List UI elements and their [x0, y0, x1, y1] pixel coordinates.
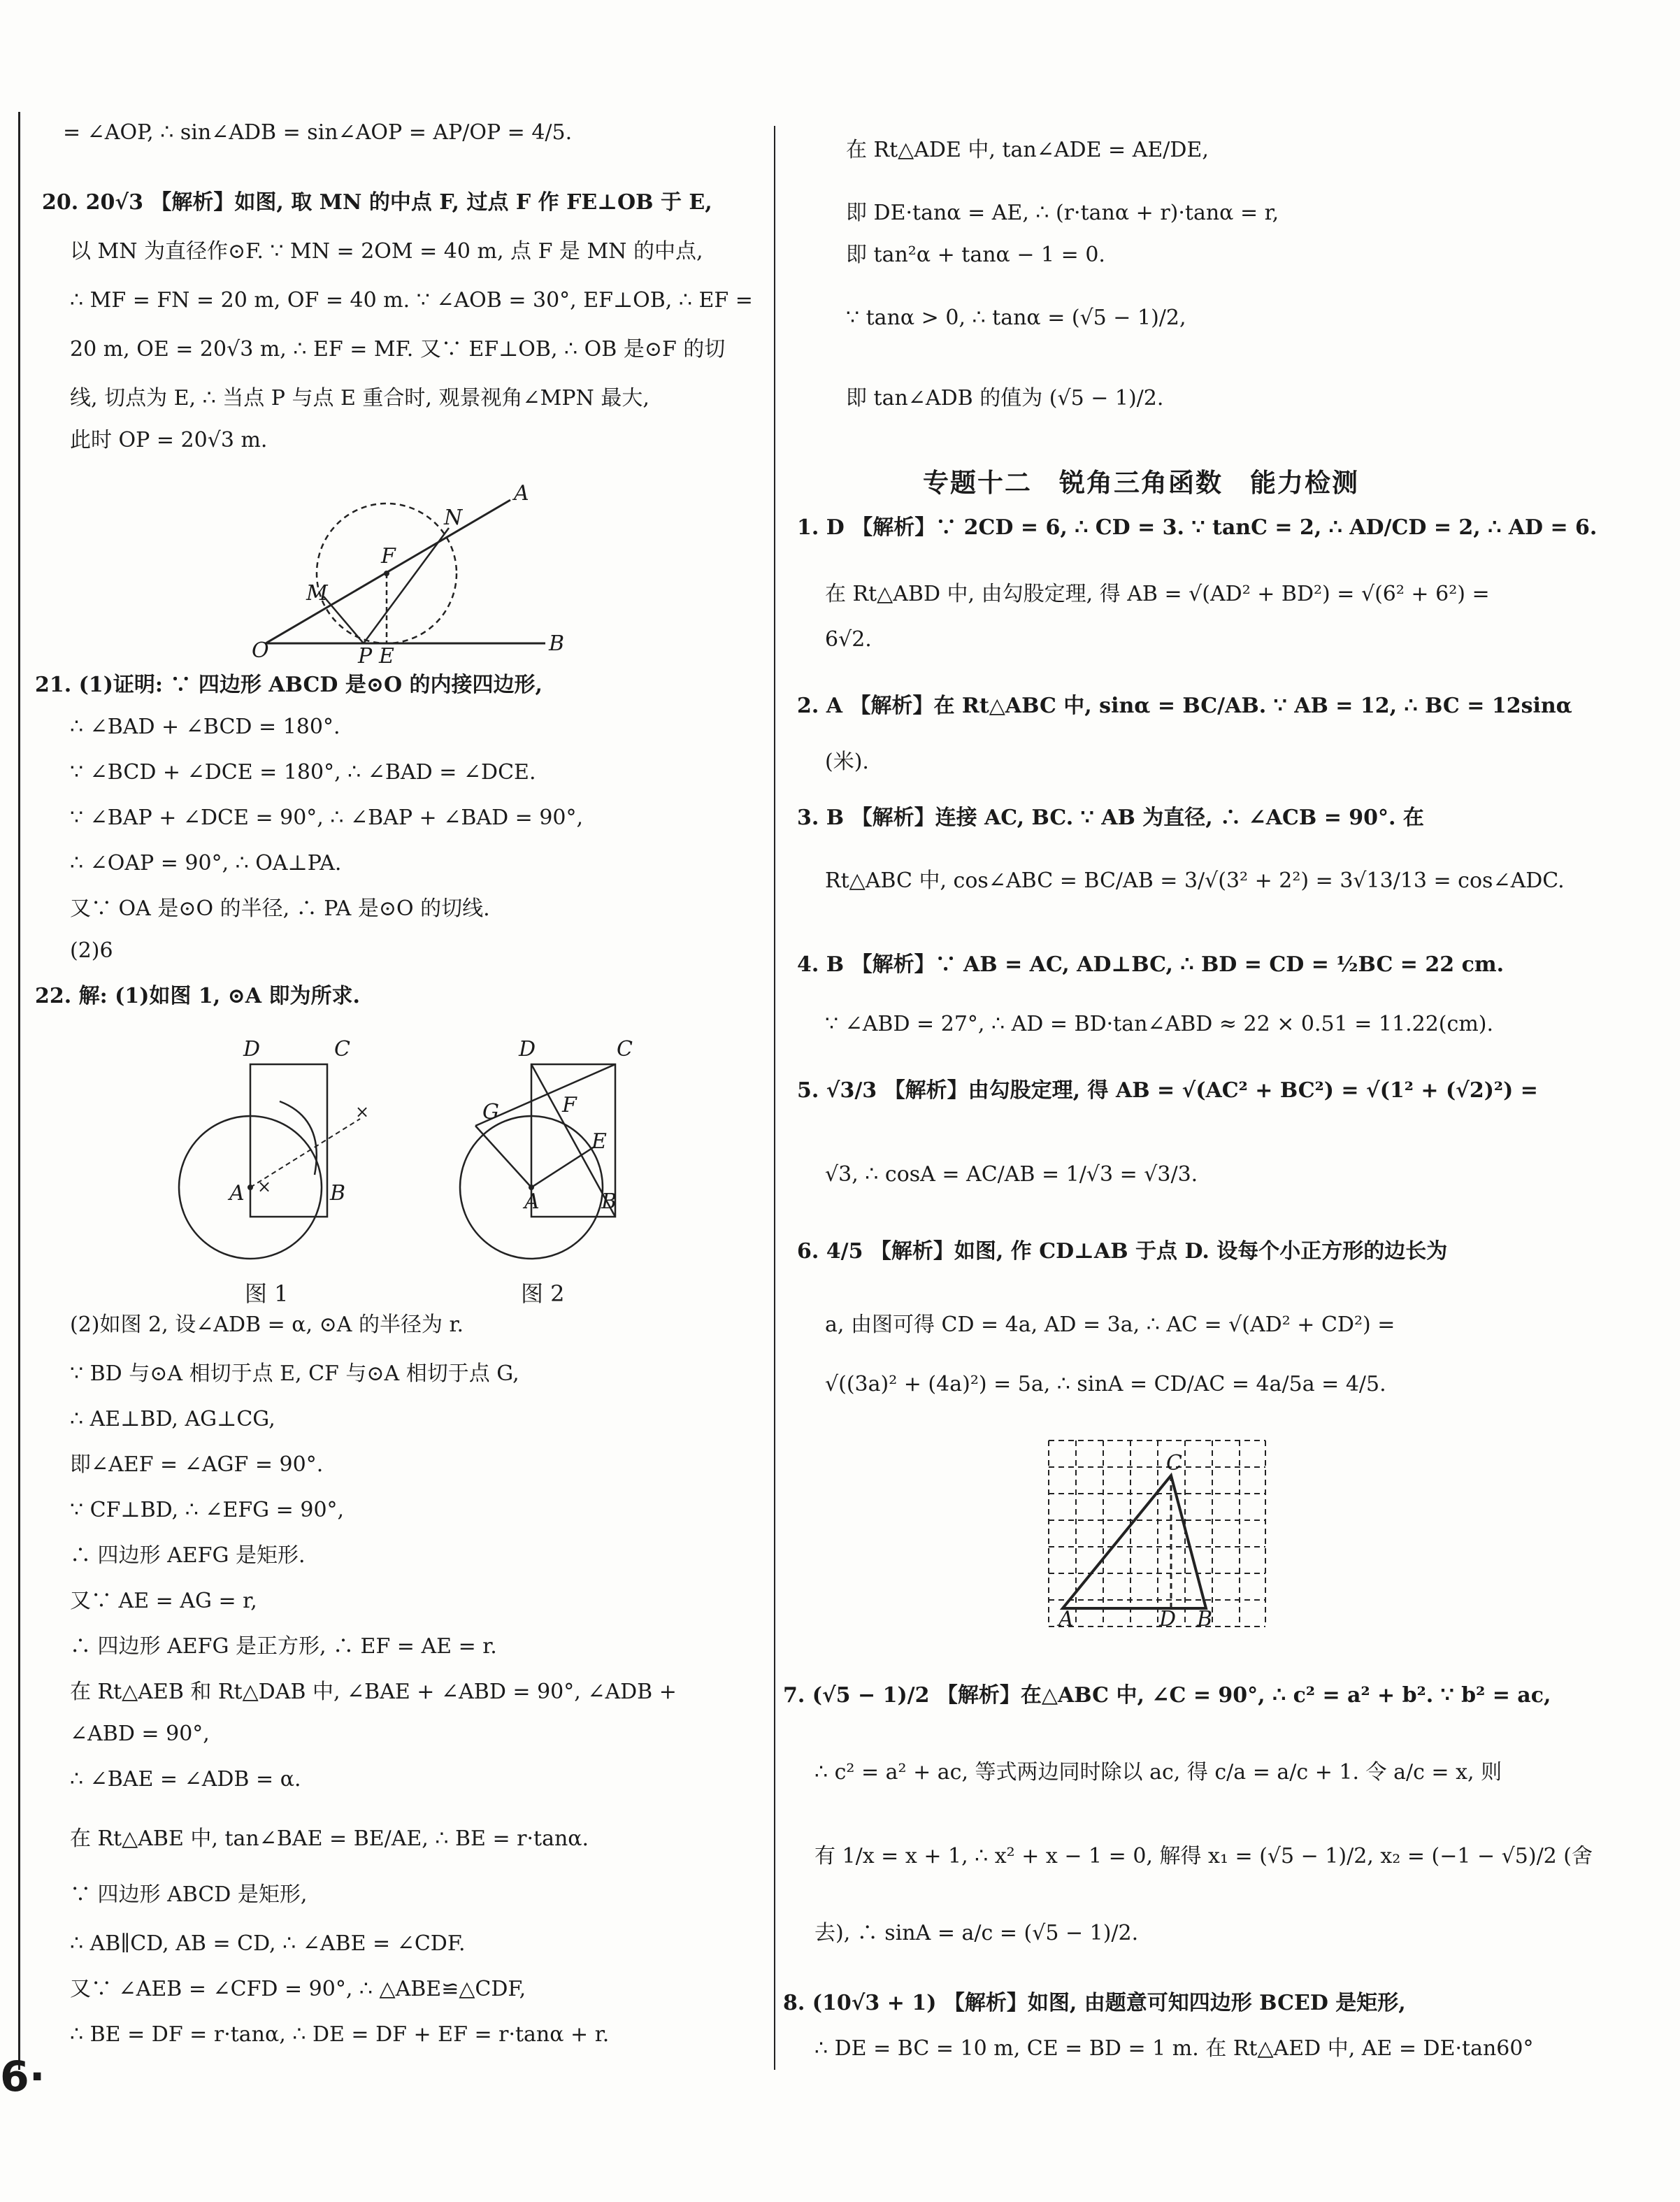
section-title: 专题十二 锐角三角函数 能力检测: [923, 468, 1359, 498]
left-text-line: (2)如图 2, 设∠ADB = α, ⊙A 的半径为 r.: [70, 1313, 464, 1337]
left-text-line: 20 m, OE = 20√3 m, ∴ EF = MF. 又∵ EF⊥OB, ∴ OB 是⊙F 的切: [70, 337, 726, 362]
right-text-line: a, 由图可得 CD = 4a, AD = 3a, ∴ AC = √(AD² + CD²) =: [825, 1313, 1395, 1337]
svg-text:B: B: [549, 631, 565, 656]
right-text-line: ∴ c² = a² + ac, 等式两边同时除以 ac, 得 c/a = a/c + 1. 令 a/c = x, 则: [814, 1760, 1502, 1785]
svg-text:F: F: [381, 544, 396, 569]
right-text-line: 3. B 【解析】连接 AC, BC. ∵ AB 为直径, ∴ ∠ACB = 90°. 在: [797, 806, 1424, 830]
right-text-line: ∴ DE = BC = 10 m, CE = BD = 1 m. 在 Rt△AED 中, AE = DE·tan60°: [814, 2036, 1534, 2061]
left-text-line: = ∠AOP, ∴ sin∠ADB = sin∠AOP = AP/OP = 4/5.: [63, 120, 573, 145]
right-text-line: 8. (10√3 + 1) 【解析】如图, 由题意可知四边形 BCED 是矩形,: [783, 1991, 1406, 2015]
right-text-line: 1. D 【解析】∵ 2CD = 6, ∴ CD = 3. ∵ tanC = 2, ∴ AD/CD = 2, ∴ AD = 6.: [797, 515, 1598, 540]
left-text-line: ∵ CF⊥BD, ∴ ∠EFG = 90°,: [70, 1498, 345, 1522]
right-text-line: 5. √3/3 【解析】由勾股定理, 得 AB = √(AC² + BC²) = √(1² + (√2)²) =: [797, 1078, 1538, 1103]
right-text-line: 4. B 【解析】∵ AB = AC, AD⊥BC, ∴ BD = CD = ½BC = 22 cm.: [797, 952, 1505, 977]
left-text-line: ∴ ∠BAD + ∠BCD = 180°.: [70, 715, 340, 739]
svg-text:C: C: [617, 1037, 633, 1061]
right-text-line: 即 tan∠ADB 的值为 (√5 − 1)/2.: [846, 386, 1164, 410]
left-border-line: [18, 112, 20, 2070]
left-text-line: ∴ BE = DF = r·tanα, ∴ DE = DF + EF = r·tanα + r.: [70, 2022, 610, 2047]
left-text-line: 此时 OP = 20√3 m.: [70, 428, 268, 452]
right-text-line: ∵ ∠ABD = 27°, ∴ AD = BD·tan∠ABD ≈ 22 × 0.51 = 11.22(cm).: [825, 1012, 1494, 1036]
left-text-line: 在 Rt△ABE 中, tan∠BAE = BE/AE, ∴ BE = r·tanα.: [70, 1826, 589, 1851]
svg-text:D: D: [519, 1037, 536, 1061]
svg-text:D: D: [1159, 1607, 1177, 1631]
left-text-line: 以 MN 为直径作⊙F. ∵ MN = 2OM = 40 m, 点 F 是 MN 的中点,: [70, 239, 703, 264]
right-text-line: 去), ∴ sinA = a/c = (√5 − 1)/2.: [814, 1921, 1139, 1945]
svg-text:E: E: [379, 644, 394, 664]
svg-text:G: G: [482, 1100, 499, 1124]
left-text-line: 20. 20√3 【解析】如图, 取 MN 的中点 F, 过点 F 作 FE⊥OB 于 E,: [42, 190, 712, 215]
column-divider: [774, 126, 775, 2070]
left-text-line: ∵ 四边形 ABCD 是矩形,: [70, 1882, 308, 1907]
figure-2-problem-22: [454, 1035, 650, 1266]
right-text-line: 有 1/x = x + 1, ∴ x² + x − 1 = 0, 解得 x₁ = (√5 − 1)/2, x₂ = (−1 − √5)/2 (舍: [814, 1844, 1593, 1868]
svg-text:A: A: [229, 1181, 245, 1206]
left-text-line: ∠ABD = 90°,: [70, 1722, 210, 1746]
right-text-line: 6. 4/5 【解析】如图, 作 CD⊥AB 于点 D. 设每个小正方形的边长为: [797, 1239, 1448, 1264]
left-text-line: 即∠AEF = ∠AGF = 90°.: [70, 1452, 324, 1477]
left-text-line: 22. 解: (1)如图 1, ⊙A 即为所求.: [35, 984, 360, 1008]
svg-text:C: C: [334, 1037, 350, 1061]
page-number: 6·: [0, 2052, 45, 2101]
figure-1-problem-22: [175, 1035, 412, 1266]
left-text-line: ∴ MF = FN = 20 m, OF = 40 m. ∵ ∠AOB = 30°, EF⊥OB, ∴ EF =: [70, 288, 753, 313]
svg-text:A: A: [514, 482, 529, 506]
right-text-line: 即 tan²α + tanα − 1 = 0.: [846, 243, 1105, 267]
right-text-line: 7. (√5 − 1)/2 【解析】在△ABC 中, ∠C = 90°, ∴ c² = a² + b². ∵ b² = ac,: [783, 1683, 1551, 1708]
svg-text:C: C: [1166, 1451, 1182, 1475]
right-text-line: √((3a)² + (4a)²) = 5a, ∴ sinA = CD/AC = 4a/5a = 4/5.: [825, 1372, 1386, 1396]
svg-text:×: ×: [355, 1102, 370, 1122]
left-text-line: 又∵ OA 是⊙O 的半径, ∴ PA 是⊙O 的切线.: [70, 896, 490, 921]
left-text-line: ∵ ∠BAP + ∠DCE = 90°, ∴ ∠BAP + ∠BAD = 90°,: [70, 806, 584, 830]
left-text-line: (2)6: [70, 938, 113, 963]
svg-text:E: E: [591, 1129, 607, 1154]
left-text-line: ∴ ∠OAP = 90°, ∴ OA⊥PA.: [70, 851, 342, 875]
right-text-line: √3, ∴ cosA = AC/AB = 1/√3 = √3/3.: [825, 1162, 1198, 1187]
left-text-line: 21. (1)证明: ∵ 四边形 ABCD 是⊙O 的内接四边形,: [35, 673, 543, 697]
svg-text:B: B: [1197, 1607, 1213, 1631]
left-text-line: ∵ BD 与⊙A 相切于点 E, CF 与⊙A 相切于点 G,: [70, 1361, 519, 1386]
right-text-line: 在 Rt△ABD 中, 由勾股定理, 得 AB = √(AD² + BD²) = √(6² + 6²) =: [825, 582, 1490, 606]
left-text-line: ∴ 四边形 AEFG 是正方形, ∴ EF = AE = r.: [70, 1634, 497, 1659]
right-text-line: 6√2.: [825, 627, 872, 652]
left-text-line: 又∵ AE = AG = r,: [70, 1589, 257, 1613]
svg-text:D: D: [243, 1037, 261, 1061]
svg-text:N: N: [444, 506, 463, 530]
figure-1-caption: 图 1: [245, 1280, 289, 1307]
svg-text:×: ×: [257, 1177, 272, 1196]
right-text-line: Rt△ABC 中, cos∠ABC = BC/AB = 3/√(3² + 2²) = 3√13/13 = cos∠ADC.: [825, 868, 1565, 893]
left-text-line: ∴ 四边形 AEFG 是矩形.: [70, 1543, 306, 1568]
left-text-line: 又∵ ∠AEB = ∠CFD = 90°, ∴ △ABE≌△CDF,: [70, 1977, 526, 2001]
left-text-line: 在 Rt△AEB 和 Rt△DAB 中, ∠BAE + ∠ABD = 90°, ∠ADB +: [70, 1680, 677, 1704]
figure-problem-6: [1035, 1427, 1279, 1650]
svg-text:B: B: [330, 1181, 346, 1206]
right-text-line: 2. A 【解析】在 Rt△ABC 中, sinα = BC/AB. ∵ AB = 12, ∴ BC = 12sinα: [797, 694, 1572, 718]
figure-2-caption: 图 2: [521, 1280, 565, 1307]
svg-text:O: O: [252, 638, 269, 663]
svg-text:A: A: [1058, 1607, 1074, 1631]
svg-text:F: F: [562, 1093, 577, 1117]
right-text-line: (米).: [825, 750, 869, 774]
left-text-line: ∴ AB∥CD, AB = CD, ∴ ∠ABE = ∠CDF.: [70, 1931, 466, 1956]
right-column: [783, 0, 1598, 2070]
svg-text:M: M: [306, 581, 328, 606]
left-text-line: 线, 切点为 E, ∴ 当点 P 与点 E 重合时, 观景视角∠MPN 最大,: [70, 386, 649, 410]
svg-text:P: P: [358, 644, 373, 664]
left-text-line: ∴ ∠BAE = ∠ADB = α.: [70, 1767, 301, 1792]
left-text-line: ∵ ∠BCD + ∠DCE = 180°, ∴ ∠BAD = ∠DCE.: [70, 760, 536, 785]
svg-text:B: B: [601, 1189, 617, 1214]
right-text-line: 在 Rt△ADE 中, tan∠ADE = AE/DE,: [846, 138, 1209, 162]
left-text-line: ∴ AE⊥BD, AG⊥CG,: [70, 1407, 275, 1431]
right-text-line: ∵ tanα > 0, ∴ tanα = (√5 − 1)/2,: [846, 306, 1186, 330]
svg-text:A: A: [524, 1189, 540, 1214]
figure-problem-20: [252, 482, 587, 664]
right-text-line: 即 DE·tanα = AE, ∴ (r·tanα + r)·tanα = r,: [846, 201, 1279, 225]
